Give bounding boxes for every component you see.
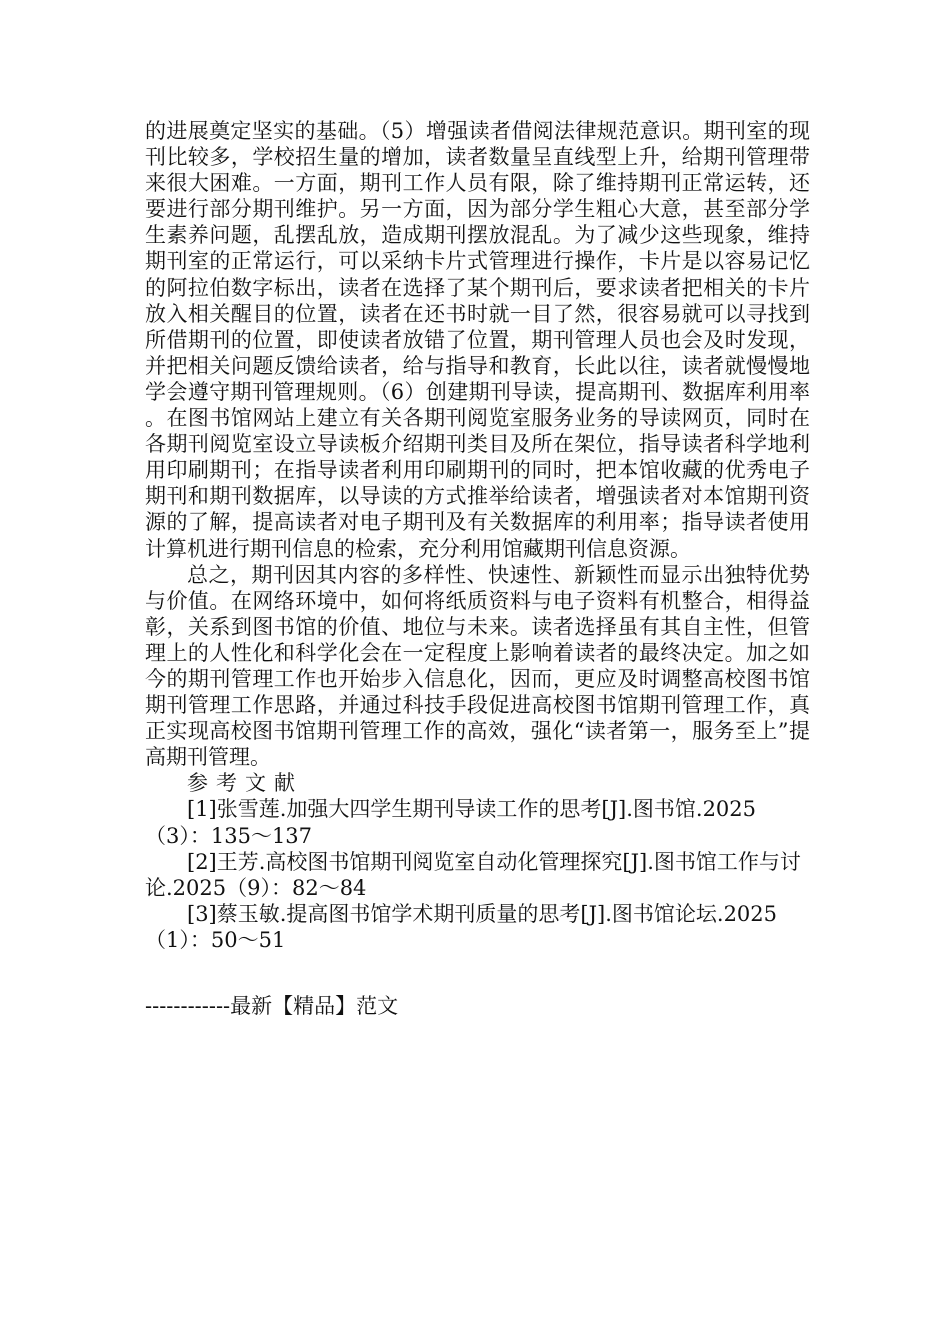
references-heading: 参考文献 xyxy=(187,771,303,796)
body-paragraph: 的进展奠定坚实的基础。（5）增强读者借阅法律规范意识。期刊室的现刊比较多，学校招生量的增加，读者数量呈直线型上升，给期刊管理带来很大困难。一方面，期刊工作人员有限，除了维持期刊正常运转，还要进行部分期刊维护。另一方面，因为部分学生粗心大意，甚至部分学生素养问题，乱摆乱放，造成期刊摆放混乱。为了减少这些现象，维持期刊室的正常运行，可以采纳卡片式管理进行操作，卡片是以容易记忆的阿拉伯数字标出，读者在选择了某个期刊后，要求读者把相关的卡片放入相关醒目的位置，读者在还书时就一目了然，很容易就可以寻找到所借期刊的位置，即使读者放错了位置，期刊管理人员也会及时发现，并把相关问题反馈给读者，给与指导和教育，长此以往，读者就慢慢地学会遵守期刊管理规则。（6）创建期刊导读，提高期刊、数据库利用率。在图书馆网站上建立有关各期刊阅览室服务业务的导读网页，同时在各期刊阅览室设立导读板介绍期刊类目及所在架位，指导读者科学地利用印刷期刊；在指导读者利用印刷期刊的同时，把本馆收藏的优秀电子期刊和期刊数据库，以导读的方式推举给读者，增强读者对本馆期刊资源的了解，提高读者对电子期刊及有关数据库的利用率；指导读者使用计算机进行期刊信息的检索，充分利用馆藏期刊信息资源。 xyxy=(145,119,810,561)
footer-text: ------------最新【精品】范文 xyxy=(145,994,399,1018)
conclusion-paragraph: 总之，期刊因其内容的多样性、快速性、新颖性而显示出独特优势与价值。在网络环境中，如何将纸质资料与电子资料有机整合，相得益彰，关系到图书馆的价值、地位与未来。读者选择虽有其自主性，但管理上的人性化和科学化会在一定程度上影响着读者的最终决定。加之如今的期刊管理工作也开始步入信息化，因而，更应及时调整高校图书馆期刊管理工作思路，并通过科技手段促进高校图书馆期刊管理工作，真正实现高校图书馆期刊管理工作的高效，强化“读者第一，服务至上”提高期刊管理。 xyxy=(145,562,810,770)
document-body xyxy=(145,118,810,953)
reference-item-3: [3]蔡玉敏.提高图书馆学术期刊质量的思考[J].图书馆论坛.2025（1）：50～51 xyxy=(145,901,778,952)
reference-item-2: [2]王芳.高校图书馆期刊阅览室自动化管理探究[J].图书馆工作与讨论.2025（9）：82～84 xyxy=(145,849,801,900)
reference-item-1: [1]张雪莲.加强大四学生期刊导读工作的思考[J].图书馆.2025（3）：135～137 xyxy=(145,797,757,848)
